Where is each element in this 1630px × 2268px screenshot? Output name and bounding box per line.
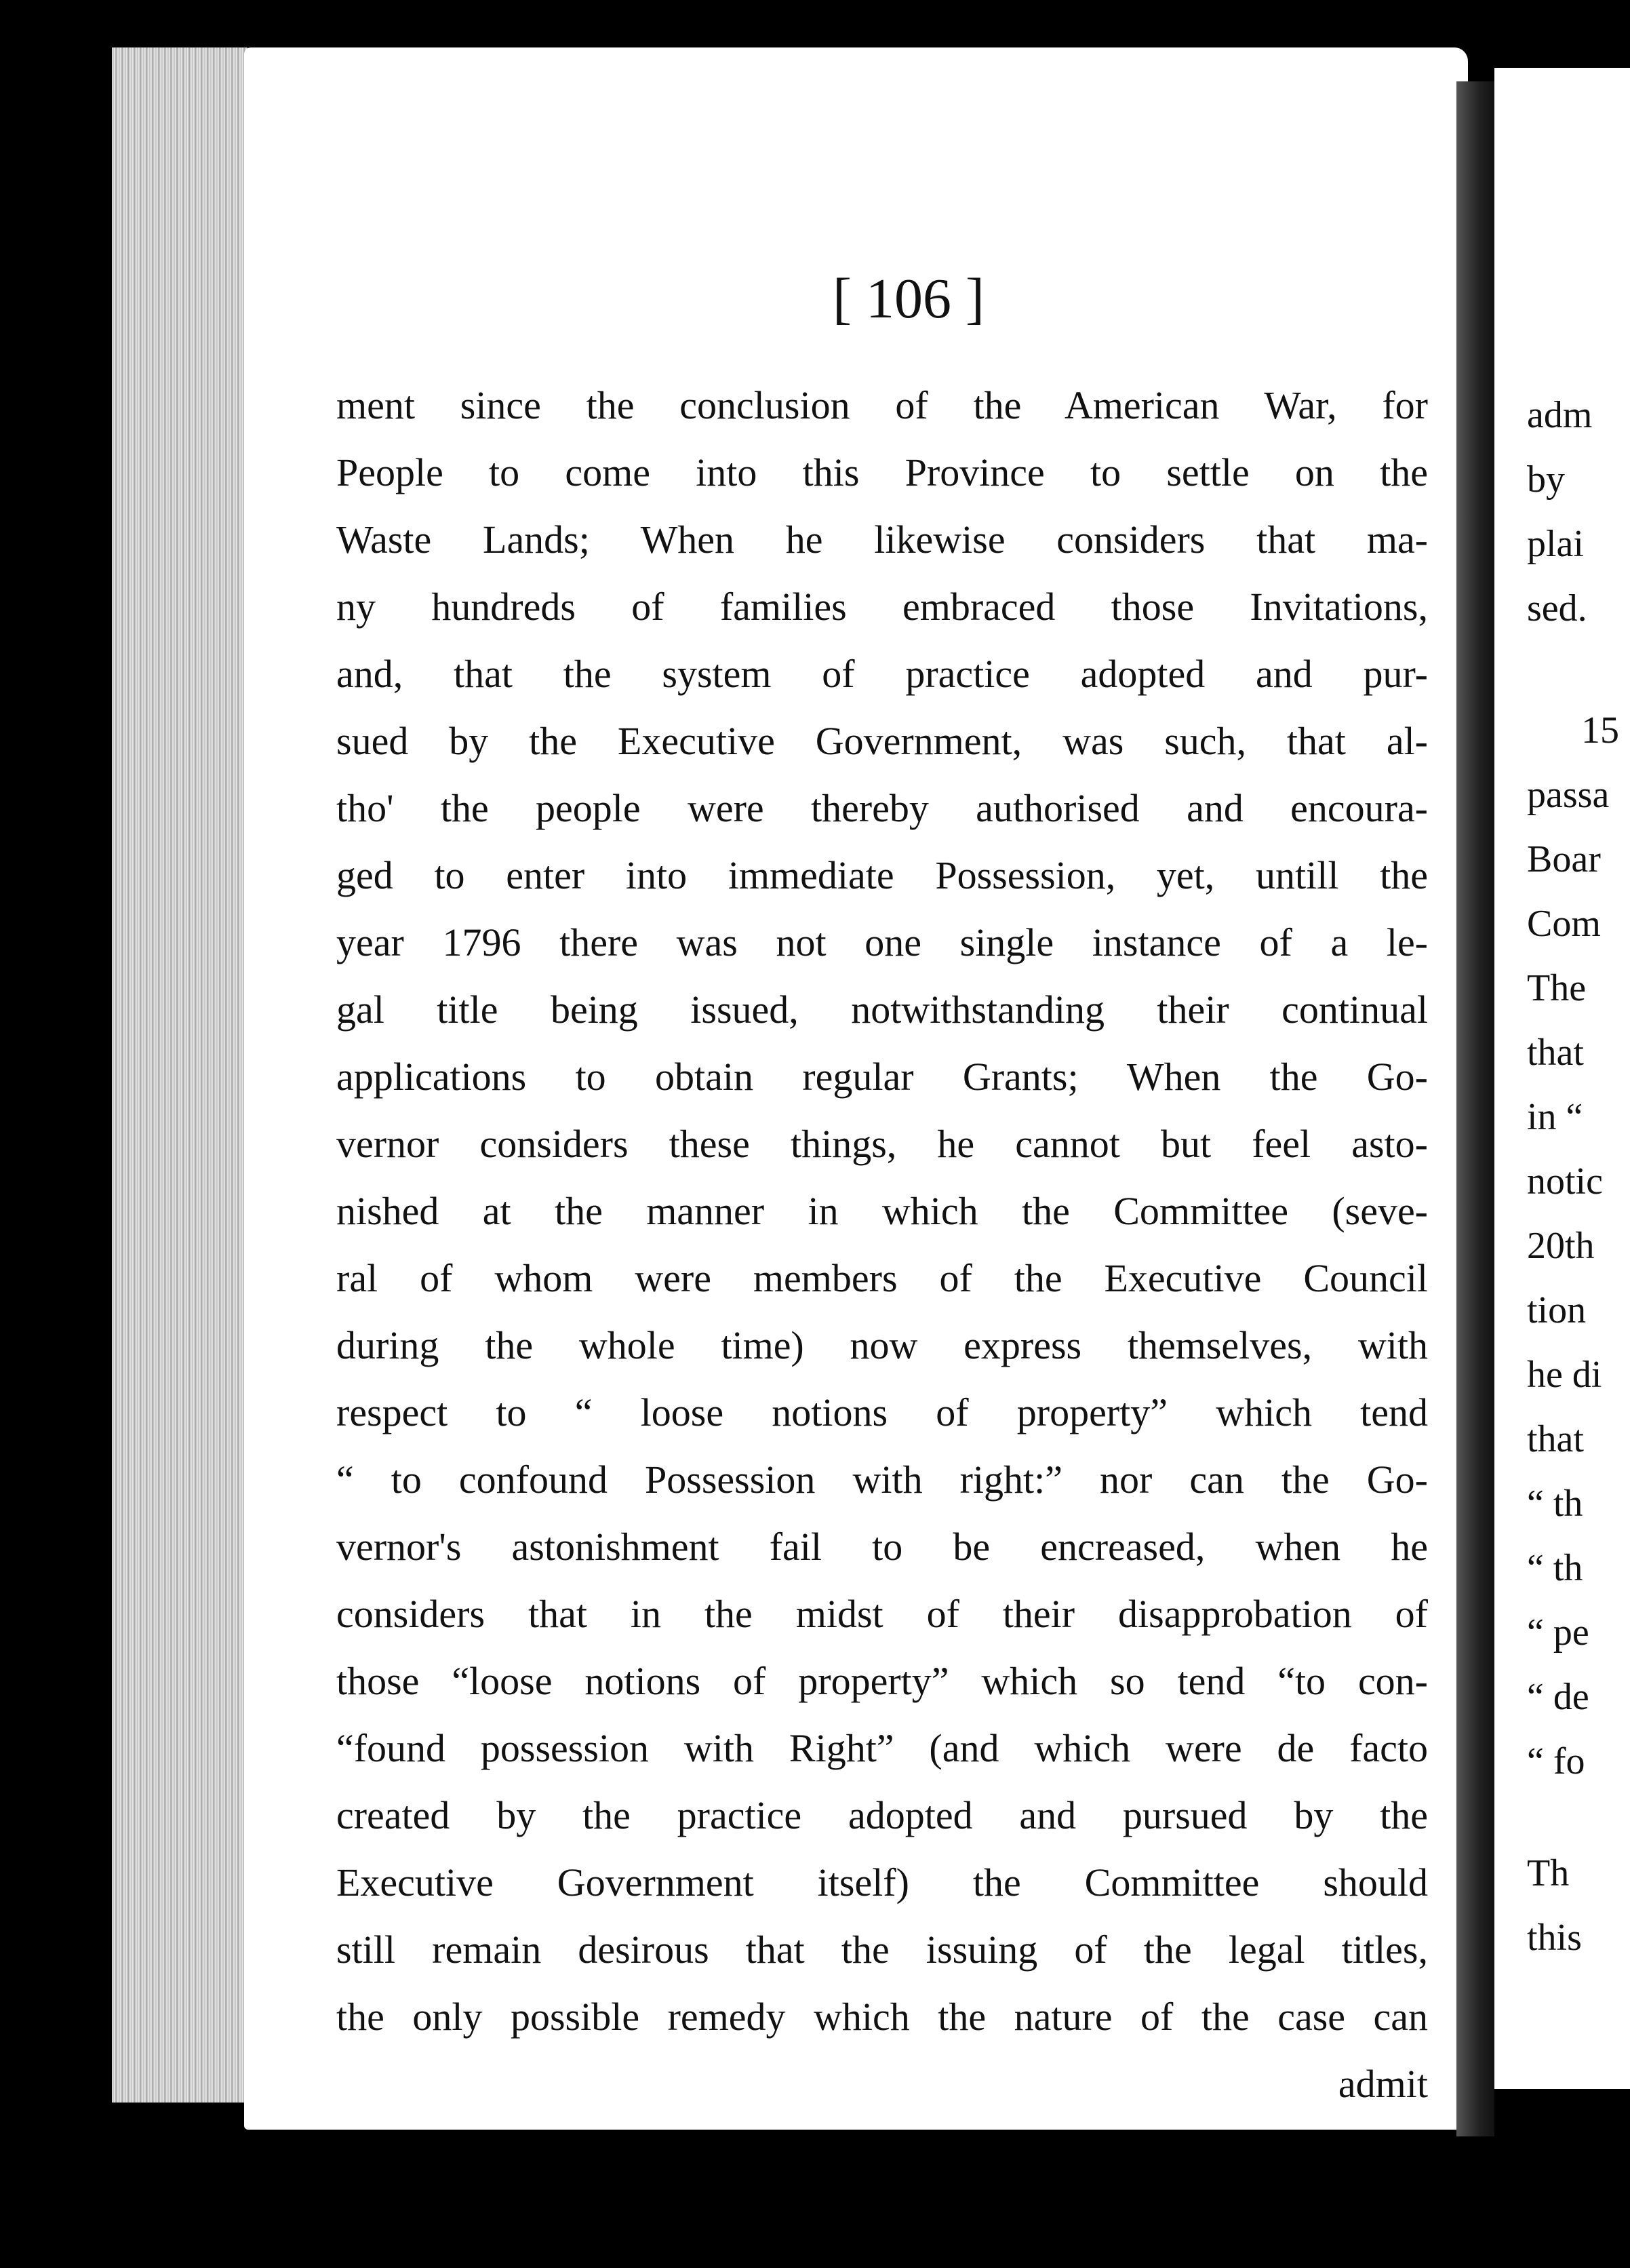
facing-line: 20th <box>1527 1225 1595 1267</box>
facing-line: by <box>1527 458 1565 501</box>
facing-page-text <box>1527 393 1619 2021</box>
text-line: ral of whom were members of the Executive Council <box>336 1256 1428 1300</box>
text-line: still remain desirous that the issuing of the legal titles, <box>336 1928 1428 1972</box>
text-line: applications to obtain regular Grants; When the Go- <box>336 1055 1428 1099</box>
facing-line: “ th <box>1527 1547 1583 1589</box>
page-number: [ 106 ] <box>833 267 985 330</box>
facing-line: plai <box>1527 523 1584 565</box>
facing-line: passa <box>1527 774 1610 816</box>
book-gutter-shadow <box>1456 81 1494 2136</box>
text-line: created by the practice adopted and pursued by the <box>336 1793 1428 1837</box>
facing-line: he di <box>1527 1354 1602 1396</box>
facing-line: 15 <box>1581 709 1619 751</box>
text-line: the only possible remedy which the nature of the case can <box>336 1995 1428 2039</box>
text-line: those “loose notions of property” which so tend “to con- <box>336 1659 1428 1703</box>
facing-line: Com <box>1527 903 1601 945</box>
catchword: admit <box>1338 2062 1428 2106</box>
text-line: vernor's astonishment fail to be encreased, when he <box>336 1525 1428 1569</box>
facing-line: The <box>1527 967 1587 1009</box>
text-line: ny hundreds of families embraced those Invitations, <box>336 585 1428 629</box>
text-line: People to come into this Province to settle on the <box>336 450 1428 494</box>
facing-line: in “ <box>1527 1096 1583 1138</box>
text-line: ment since the conclusion of the American War, for <box>336 383 1428 427</box>
facing-line: tion <box>1527 1289 1587 1331</box>
text-line: during the whole time) now express themselves, with <box>336 1323 1428 1367</box>
text-line: ged to enter into immediate Possession, yet, untill the <box>336 853 1428 897</box>
facing-line: “ de <box>1527 1676 1589 1718</box>
facing-line: “ fo <box>1527 1740 1585 1782</box>
text-line: Executive Government itself) the Committee should <box>336 1860 1428 1904</box>
text-line: Waste Lands; When he likewise considers that ma- <box>336 517 1428 562</box>
text-line: and, that the system of practice adopted and pur- <box>336 652 1428 696</box>
page-body-text <box>336 372 1428 2106</box>
facing-line: Th <box>1527 1852 1570 1894</box>
text-line: considers that in the midst of their disapprobation of <box>336 1592 1428 1636</box>
text-line: “ to confound Possession with right:” nor can the Go- <box>336 1458 1428 1502</box>
text-line: sued by the Executive Government, was such, that al- <box>336 719 1428 763</box>
book-page-edges <box>112 47 252 2103</box>
text-line: “found possession with Right” (and which were de facto <box>336 1726 1428 1770</box>
text-line: respect to “ loose notions of property” which tend <box>336 1390 1428 1434</box>
text-line: vernor considers these things, he cannot but feel asto- <box>336 1122 1428 1166</box>
facing-line: that <box>1527 1032 1584 1074</box>
facing-line: “ th <box>1527 1483 1583 1525</box>
facing-line: Boar <box>1527 838 1601 880</box>
facing-line: “ pe <box>1527 1611 1589 1654</box>
facing-line: that <box>1527 1418 1584 1460</box>
text-line: tho' the people were thereby authorised and encoura- <box>336 786 1428 830</box>
text-line: year 1796 there was not one single instance of a le- <box>336 920 1428 964</box>
facing-line: sed. <box>1527 587 1587 629</box>
facing-line: this <box>1527 1917 1582 1959</box>
text-line: gal title being issued, notwithstanding their continual <box>336 988 1428 1032</box>
text-line: nished at the manner in which the Committee (seve- <box>336 1189 1428 1233</box>
facing-line: notic <box>1527 1160 1603 1203</box>
facing-line: adm <box>1527 394 1593 436</box>
